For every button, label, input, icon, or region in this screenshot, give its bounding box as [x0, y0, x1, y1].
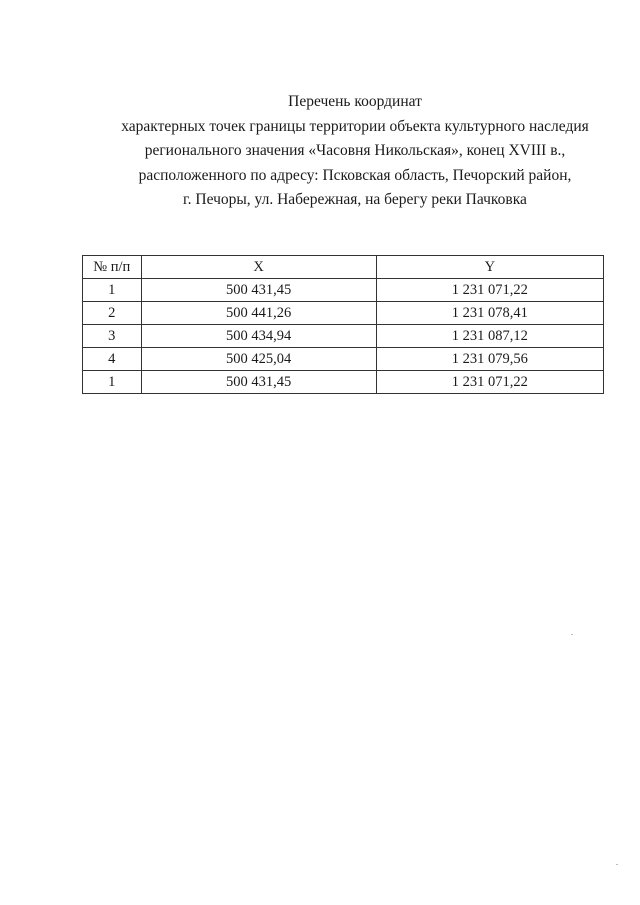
table-row [83, 302, 604, 325]
coord-y: 1 231 071,22 [376, 279, 603, 302]
coordinates-table [82, 255, 604, 394]
header-x: X [141, 256, 376, 279]
document-title [60, 90, 640, 213]
table-row [83, 348, 604, 371]
title-line: характерных точек границы территории объекта культурного наследия [121, 117, 589, 135]
coord-y: 1 231 078,41 [376, 302, 603, 325]
title-line: регионального значения «Часовня Никольская», конец XVIII в., [144, 142, 566, 159]
coord-x: 500 441,26 [141, 302, 376, 325]
table-row [83, 371, 604, 394]
table-row [83, 279, 604, 302]
point-number: 1 [83, 279, 142, 302]
coord-x: 500 431,45 [141, 371, 376, 394]
title-line: г. Печоры, ул. Набережная, на берегу реки Пачковка [183, 191, 527, 208]
point-number: 3 [83, 325, 142, 348]
scan-speck [571, 634, 573, 635]
point-number: 2 [83, 302, 142, 325]
title-line: расположенного по адресу: Псковская область, Печорский район, [138, 166, 572, 184]
coord-y: 1 231 087,12 [376, 325, 603, 348]
coord-x: 500 434,94 [141, 325, 376, 348]
coord-x: 500 425,04 [141, 348, 376, 371]
scan-speck [616, 864, 618, 865]
coord-y: 1 231 071,22 [376, 371, 603, 394]
header-number: № п/п [83, 256, 142, 279]
table-header-row [83, 256, 604, 279]
coord-y: 1 231 079,56 [376, 348, 603, 371]
point-number: 4 [83, 348, 142, 371]
header-y: Y [376, 256, 603, 279]
point-number: 1 [83, 371, 142, 394]
title-line: Перечень координат [288, 93, 422, 110]
coord-x: 500 431,45 [141, 279, 376, 302]
table-row [83, 325, 604, 348]
